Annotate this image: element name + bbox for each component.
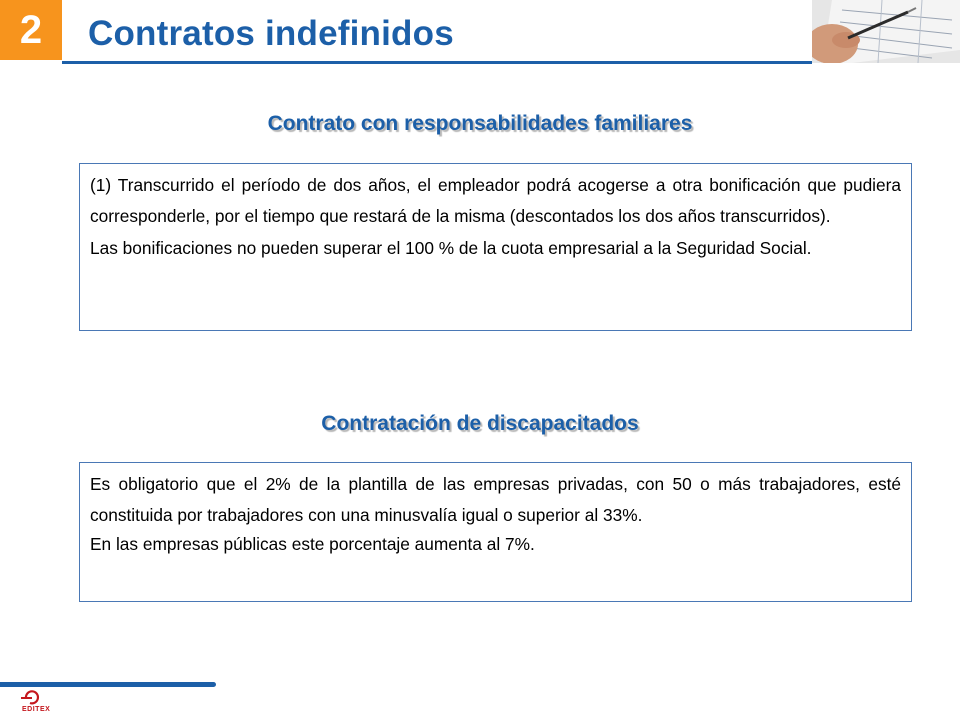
- chapter-number-badge: 2: [0, 0, 62, 60]
- footer-bar: [0, 682, 216, 687]
- paragraph-obligacion: Es obligatorio que el 2% de la plantilla de las empresas privadas, con 50 o más trabajadores, esté constituida por trabajadores con una minusvalía igual o superior al 33%.: [90, 474, 901, 525]
- footer-logo-text: EDITEX: [22, 706, 51, 713]
- paragraph-bonificacion: (1) Transcurrido el período de dos años, el empleador podrá acogerse a otra bonificación que pudiera corresponderle, por el tiempo que restará de la misma (descontados los dos años transcurridos).: [90, 175, 901, 226]
- info-box-discapacitados: [79, 462, 912, 602]
- paragraph-publicas: En las empresas públicas este porcentaje aumenta al 7%.: [90, 534, 535, 554]
- paragraph-limite: Las bonificaciones no pueden superar el 100 % de la cuota empresarial a la Seguridad Social.: [90, 238, 812, 258]
- section-title-discapacitados: Contratación de discapacitados: [321, 412, 639, 435]
- info-box-familiares: [79, 163, 912, 331]
- header-divider: [62, 61, 812, 64]
- editex-logo-icon: [4, 690, 64, 718]
- section-title-familiares: Contrato con responsabilidades familiares: [267, 112, 693, 135]
- page-title: Contratos indefinidos: [88, 14, 454, 53]
- hand-writing-document-photo-icon: [812, 0, 960, 63]
